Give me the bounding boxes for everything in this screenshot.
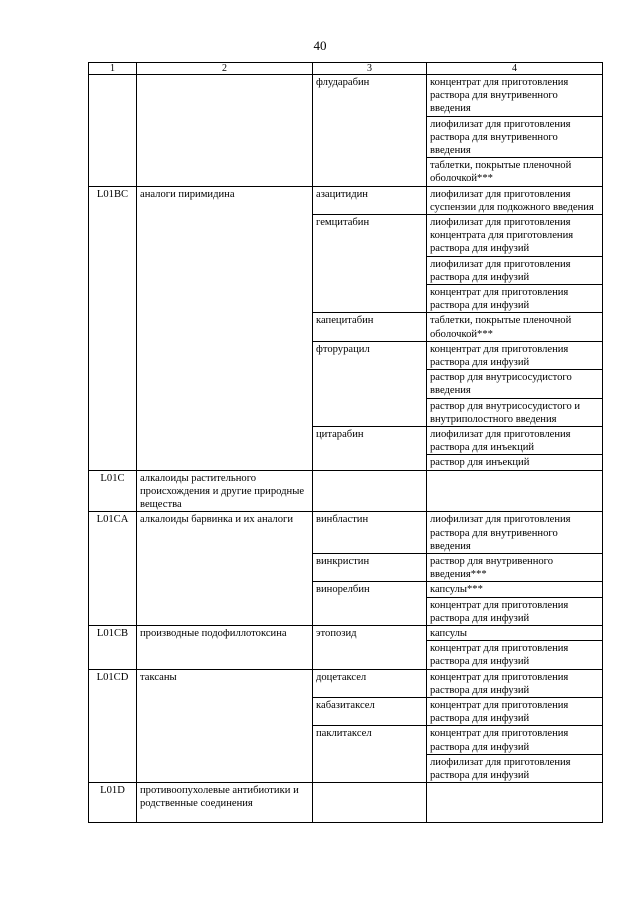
drug-name: винорелбин xyxy=(313,582,427,626)
drug-name: винкристин xyxy=(313,553,427,581)
group-name: алкалоиды барвинка и их аналоги xyxy=(137,512,313,626)
table-row xyxy=(89,625,603,640)
drug-name-empty xyxy=(313,470,427,512)
group-name: таксаны xyxy=(137,669,313,783)
drug-name: флударабин xyxy=(313,75,427,187)
column-header-2: 2 xyxy=(137,63,313,75)
dosage-form: концентрат для приготовления раствора для инфузий xyxy=(427,285,603,313)
column-header-3: 3 xyxy=(313,63,427,75)
dosage-form: капсулы xyxy=(427,625,603,640)
table-row xyxy=(89,783,603,823)
dosage-form: лиофилизат для приготовления раствора для внутривенного введения xyxy=(427,512,603,554)
atc-code: L01C xyxy=(89,470,137,512)
drug-name: доцетаксел xyxy=(313,669,427,697)
dosage-form: концентрат для приготовления раствора для инфузий xyxy=(427,697,603,725)
dosage-form: лиофилизат для приготовления раствора для инъекций xyxy=(427,427,603,455)
dosage-form-empty xyxy=(427,470,603,512)
dosage-form: концентрат для приготовления раствора для инфузий xyxy=(427,726,603,754)
dosage-form: концентрат для приготовления раствора для инфузий xyxy=(427,641,603,669)
drug-name-empty xyxy=(313,783,427,823)
dosage-form: раствор для внутрисосудистого и внутриполостного введения xyxy=(427,398,603,426)
group-name: производные подофиллотоксина xyxy=(137,625,313,669)
drug-name: гемцитабин xyxy=(313,215,427,313)
dosage-form: лиофилизат для приготовления суспензии для подкожного введения xyxy=(427,186,603,214)
group-name: аналоги пиримидина xyxy=(137,186,313,470)
table-row xyxy=(89,186,603,214)
atc-code: L01CB xyxy=(89,625,137,669)
table-header-row xyxy=(89,63,603,75)
dosage-form: лиофилизат для приготовления раствора для внутривенного введения xyxy=(427,116,603,158)
table-row xyxy=(89,669,603,697)
group-name: противоопухолевые антибиотики и родственные соединения xyxy=(137,783,313,823)
drug-name: цитарабин xyxy=(313,427,427,471)
dosage-form: лиофилизат для приготовления раствора для инфузий xyxy=(427,256,603,284)
atc-code: L01BC xyxy=(89,186,137,470)
table-row xyxy=(89,512,603,554)
dosage-form: капсулы*** xyxy=(427,582,603,597)
dosage-form: таблетки, покрытые пленочной оболочкой*** xyxy=(427,158,603,186)
drug-name: азацитидин xyxy=(313,186,427,214)
drug-table xyxy=(88,62,603,823)
dosage-form-empty xyxy=(427,783,603,823)
page-number: 40 xyxy=(313,38,327,53)
table-row xyxy=(89,75,603,117)
dosage-form: концентрат для приготовления раствора для инфузий xyxy=(427,341,603,369)
column-header-1: 1 xyxy=(89,63,137,75)
dosage-form: раствор для внутривенного введения*** xyxy=(427,553,603,581)
group-name xyxy=(137,75,313,187)
drug-name: этопозид xyxy=(313,625,427,669)
table-row xyxy=(89,470,603,512)
dosage-form: концентрат для приготовления раствора для внутривенного введения xyxy=(427,75,603,117)
atc-code: L01CA xyxy=(89,512,137,626)
drug-name: кабазитаксел xyxy=(313,697,427,725)
dosage-form: лиофилизат для приготовления раствора для инфузий xyxy=(427,754,603,782)
atc-code: L01D xyxy=(89,783,137,823)
dosage-form: концентрат для приготовления раствора для инфузий xyxy=(427,597,603,625)
drug-name: винбластин xyxy=(313,512,427,554)
dosage-form: таблетки, покрытые пленочной оболочкой*** xyxy=(427,313,603,341)
dosage-form: раствор для инъекций xyxy=(427,455,603,470)
dosage-form: лиофилизат для приготовления концентрата для приготовления раствора для инфузий xyxy=(427,215,603,257)
drug-name: фторурацил xyxy=(313,341,427,426)
dosage-form: концентрат для приготовления раствора для инфузий xyxy=(427,669,603,697)
atc-code xyxy=(89,75,137,187)
dosage-form: раствор для внутрисосудистого введения xyxy=(427,370,603,398)
drug-name: паклитаксел xyxy=(313,726,427,783)
group-name: алкалоиды растительного происхождения и другие природные вещества xyxy=(137,470,313,512)
column-header-4: 4 xyxy=(427,63,603,75)
drug-name: капецитабин xyxy=(313,313,427,341)
atc-code: L01CD xyxy=(89,669,137,783)
